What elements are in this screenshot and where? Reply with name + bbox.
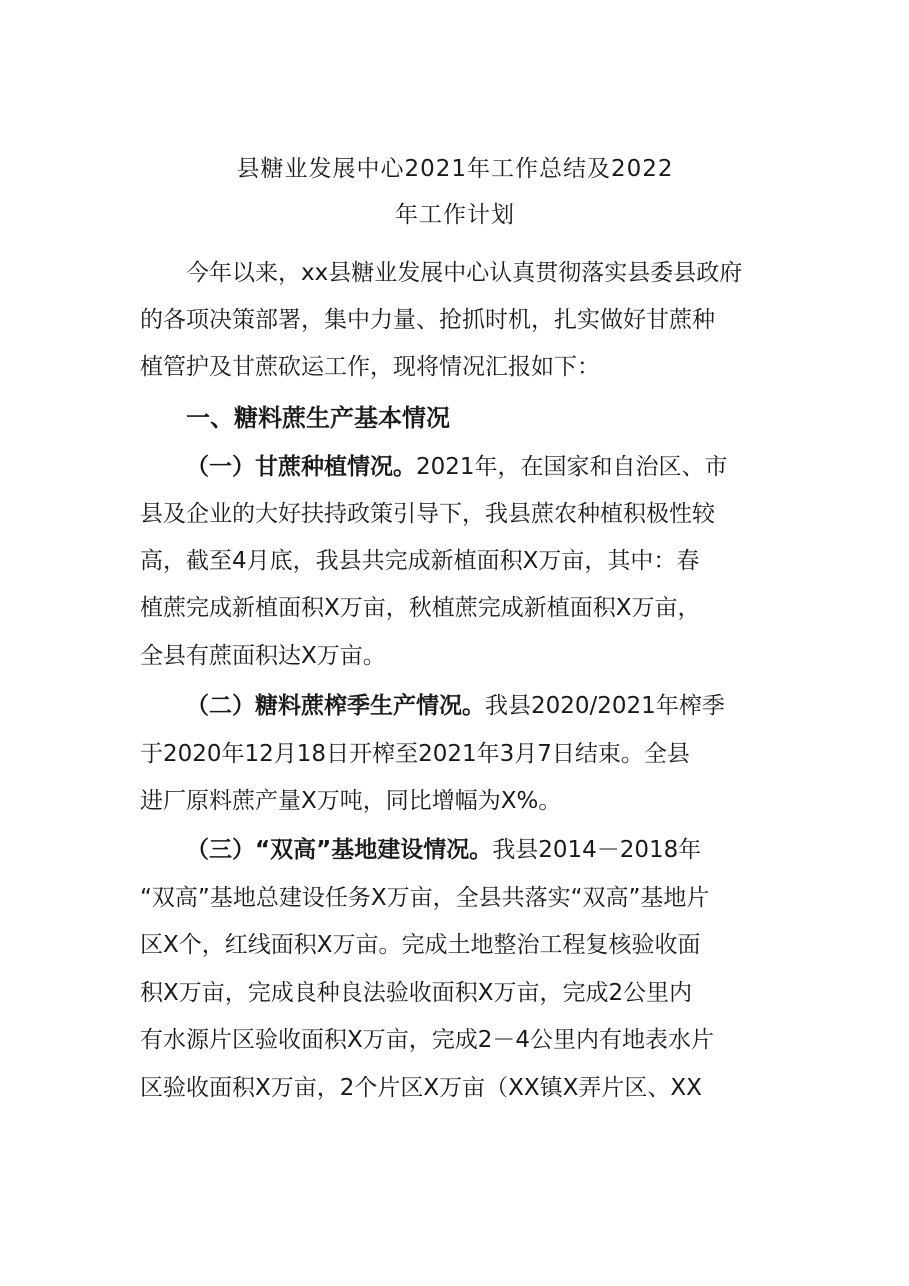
sub3-line-2: “双高”基地总建设任务X万亩，全县共落实“双高”基地片 xyxy=(140,885,710,911)
sub3-first-line xyxy=(186,827,701,873)
sub3-line-5: 有水源片区验收面积X万亩，完成2－4公里内有地表水片 xyxy=(140,1027,715,1053)
sub1-label: （一）甘蔗种植情况。 xyxy=(186,454,416,480)
intro-line-3: 植管护及甘蔗砍运工作，现将情况汇报如下： xyxy=(140,354,600,380)
sub1-line-5: 全县有蔗面积达X万亩。 xyxy=(140,643,386,669)
sub3-line-6: 区验收面积X万亩，2个片区X万亩（XX镇X弄片区、XX xyxy=(140,1075,702,1101)
sub2-first-line xyxy=(186,683,725,729)
sub2-line-1: 我县2020/2021年榨季 xyxy=(485,693,725,719)
title-line-2: 年工作计划 xyxy=(395,202,515,228)
sub3-line-4: 积X万亩，完成良种良法验收面积X万亩，完成2公里内 xyxy=(140,980,693,1006)
sub3-line-1: 我县2014－2018年 xyxy=(492,837,702,863)
title-line-1: 县糖业发展中心2021年工作总结及2022 xyxy=(236,156,674,182)
sub1-first-line xyxy=(186,444,728,490)
sub1-line-2: 县及企业的大好扶持政策引导下，我县蔗农种植积极性较 xyxy=(140,501,715,527)
sub3-line-3: 区X个，红线面积X万亩。完成土地整治工程复核验收面 xyxy=(140,932,701,958)
sub2-line-3: 进厂原料蔗产量X万吨，同比增幅为X%。 xyxy=(140,788,562,814)
intro-line-1: 今年以来，xx县糖业发展中心认真贯彻落实县委县政府 xyxy=(186,260,743,286)
document-title xyxy=(130,146,780,238)
sub1-line-4: 植蔗完成新植面积X万亩，秋植蔗完成新植面积X万亩， xyxy=(140,595,701,621)
sub3-label: （三）“双高”基地建设情况。 xyxy=(186,837,493,863)
intro-line-2: 的各项决策部署，集中力量、抢抓时机，扎实做好甘蔗种 xyxy=(140,307,715,333)
sub1-line-1: 2021年，在国家和自治区、市 xyxy=(416,454,728,480)
sub1-line-3: 高，截至4月底，我县共完成新植面积X万亩，其中：春 xyxy=(140,548,700,574)
section-heading-1: 一、糖料蔗生产基本情况 xyxy=(186,404,450,432)
sub2-line-2: 于2020年12月18日开榨至2021年3月7日结束。全县 xyxy=(140,741,690,767)
sub2-label: （二）糖料蔗榨季生产情况。 xyxy=(186,693,485,719)
